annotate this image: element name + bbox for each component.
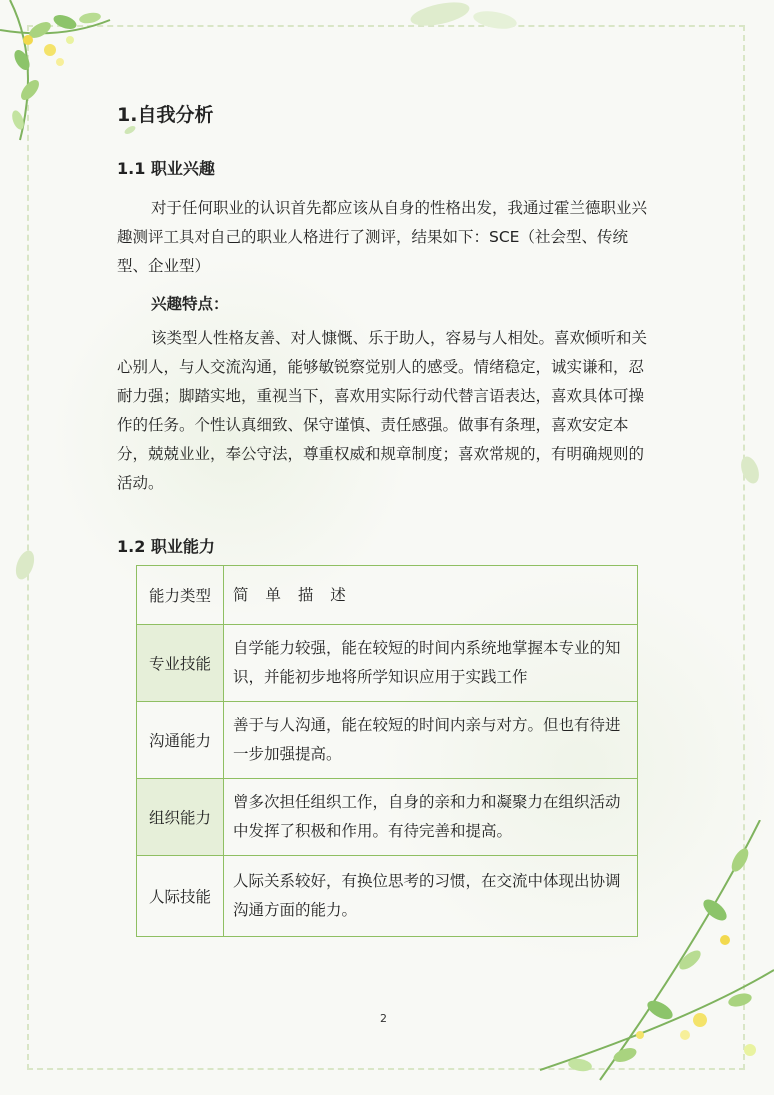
page-number: 2 (380, 1012, 387, 1025)
career-interest-paragraph: 对于任何职业的认识首先都应该从自身的性格出发，我通过霍兰德职业兴趣测评工具对自己的职业人格进行了测评，结果如下：SCE（社会型、传统型、企业型） (117, 199, 648, 275)
ability-type-cell: 专业技能 (137, 625, 224, 702)
heading-career-ability: 1.2 职业能力 (117, 537, 215, 556)
table-row (137, 856, 638, 937)
table-row (137, 702, 638, 779)
interest-features-title: 兴趣特点： (151, 295, 229, 313)
ability-type-cell: 沟通能力 (137, 702, 224, 779)
ability-desc-cell: 自学能力较强，能在较短的时间内系统地掌握本专业的知识，并能初步地将所学知识应用于实践工作 (224, 625, 638, 702)
table-row (137, 779, 638, 856)
heading-self-analysis: 1.自我分析 (117, 104, 214, 126)
ability-desc-cell: 曾多次担任组织工作，自身的亲和力和凝聚力在组织活动中发挥了积极和作用。有待完善和提高。 (224, 779, 638, 856)
table-header-desc: 简 单 描 述 (224, 566, 638, 625)
table-header-row (137, 566, 638, 625)
interest-features-paragraph: 该类型人性格友善、对人慷慨、乐于助人，容易与人相处。喜欢倾听和关心别人，与人交流沟通，能够敏锐察觉别人的感受。情绪稳定，诚实谦和，忍耐力强；脚踏实地，重视当下，喜欢用实际行动代替言语表达，喜欢具体可操作的任务。个性认真细致、保守谨慎、责任感强。做事有条理，喜欢安定本分，兢兢业业，奉公守法，尊重权威和规章制度；喜欢常规的，有明确规则的活动。 (117, 329, 648, 492)
ability-type-cell: 组织能力 (137, 779, 224, 856)
ability-desc-cell: 善于与人沟通，能在较短的时间内亲与对方。但也有待进一步加强提高。 (224, 702, 638, 779)
table-header-type: 能力类型 (137, 566, 224, 625)
ability-table (136, 565, 638, 937)
heading-career-interest: 1.1 职业兴趣 (117, 159, 215, 178)
ability-desc-cell: 人际关系较好，有换位思考的习惯，在交流中体现出协调沟通方面的能力。 (224, 856, 638, 937)
table-row (137, 625, 638, 702)
ability-type-cell: 人际技能 (137, 856, 224, 937)
